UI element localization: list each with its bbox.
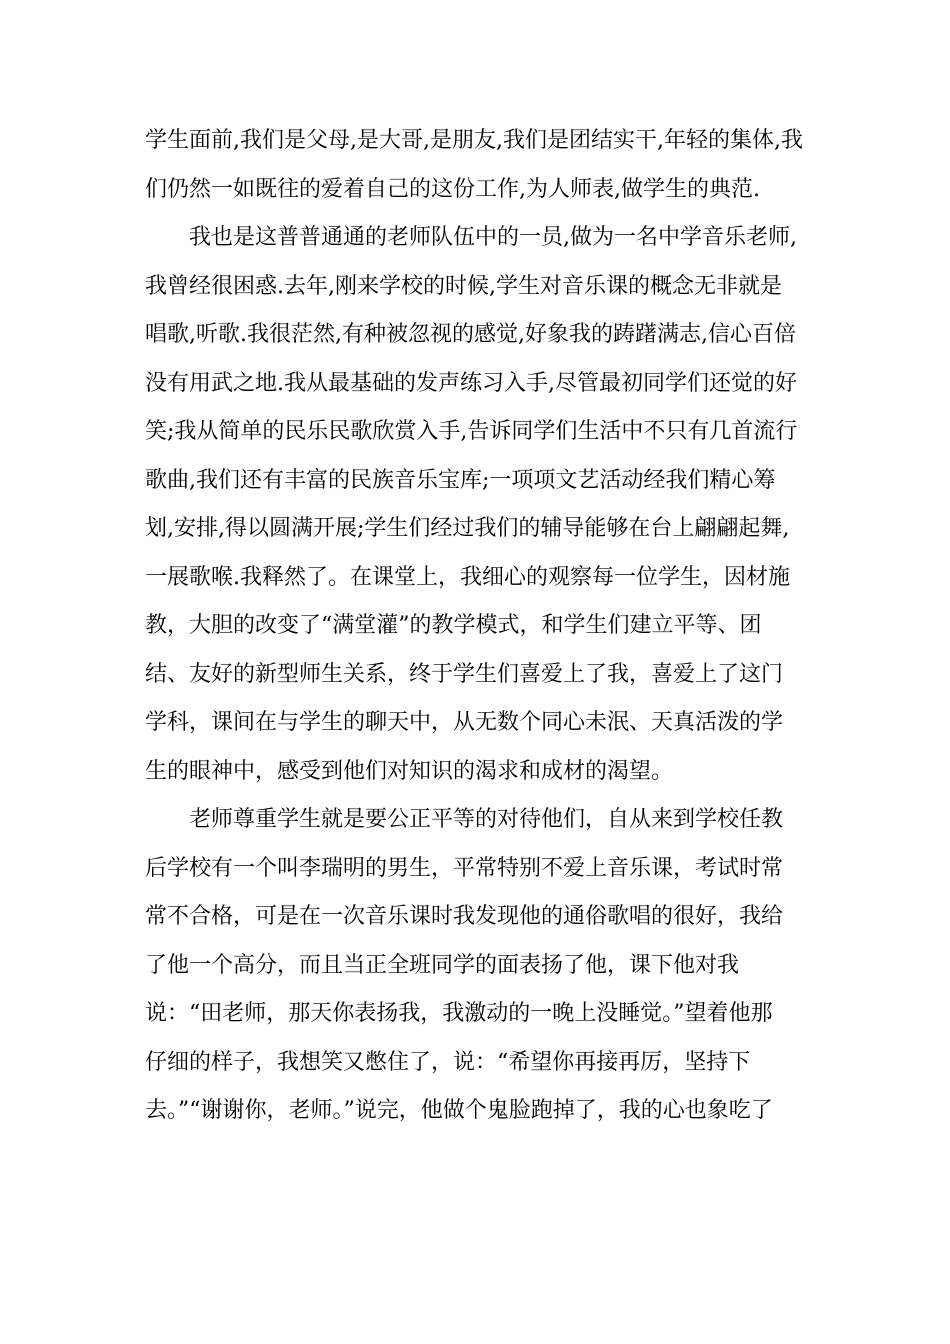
text-line: 学科，课间在与学生的聊天中，从无数个同心未泯、天真活泼的学 (145, 710, 784, 735)
text-line: 仔细的样子，我想笑又憋住了，说：“希望你再接再厉，坚持下 (145, 1049, 751, 1075)
text-line: 了他一个高分，而且当正全班同学的面表扬了他，课下他对我 (145, 952, 740, 978)
text-line: 结、友好的新型师生关系，终于学生们喜爱上了我，喜爱上了这门 (145, 661, 784, 687)
text-line: 一展歌喉.我释然了。在课堂上，我细心的观察每一位学生，因材施 (145, 564, 790, 590)
text-line: 歌曲,我们还有丰富的民族音乐宝库;一项项文艺活动经我们精心筹 (145, 467, 776, 493)
text-line: 说：“田老师，那天你表扬我，我激动的一晚上没睡觉。”望着他那 (145, 1001, 773, 1026)
text-line: 生的眼神中，感受到他们对知识的渴求和成材的渴望。 (145, 758, 674, 784)
paragraph-start-line: 老师尊重学生就是要公正平等的对待他们，自从来到学校任教 (189, 807, 784, 832)
body-text (145, 117, 825, 1136)
paragraph-start-line: 我也是这普普通通的老师队伍中的一员,做为一名中学音乐老师, (189, 225, 797, 250)
text-line: 们仍然一如既往的爱着自己的这份工作,为人师表,做学生的典范. (145, 176, 760, 202)
text-line: 没有用武之地.我从最基础的发声练习入手,尽管最初同学们还觉的好 (145, 370, 797, 396)
text-line: 后学校有一个叫李瑞明的男生，平常特别不爱上音乐课，考试时常 (145, 855, 784, 881)
text-line: 划,安排,得以圆满开展;学生们经过我们的辅导能够在台上翩翩起舞, (145, 516, 790, 541)
text-line: 教，大胆的改变了“满堂灌”的教学模式，和学生们建立平等、团 (145, 613, 762, 638)
text-line: 去。”“谢谢你，老师。”说完，他做个鬼脸跑掉了，我的心也象吃了 (145, 1098, 773, 1123)
text-line: 学生面前,我们是父母,是大哥,是朋友,我们是团结实干,年轻的集体,我 (145, 128, 803, 153)
text-line: 笑;我从简单的民乐民歌欣赏入手,告诉同学们生活中不只有几首流行 (145, 419, 798, 444)
text-line: 常不合格，可是在一次音乐课时我发现他的通俗歌唱的很好，我给 (145, 904, 784, 929)
text-line: 我曾经很困惑.去年,刚来学校的时候,学生对音乐课的概念无非就是 (145, 273, 782, 299)
text-line: 唱歌,听歌.我很茫然,有种被忽视的感觉,好象我的踌躇满志,信心百倍 (145, 322, 796, 347)
